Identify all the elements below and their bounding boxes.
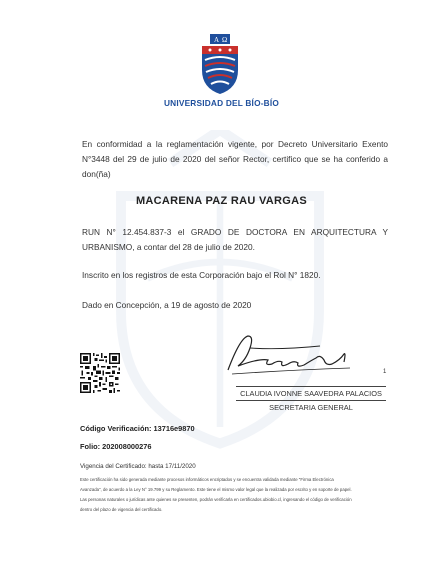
folio-number: Folio: 202008000276 (80, 442, 152, 451)
university-name: UNIVERSIDAD DEL BÍO-BÍO (163, 98, 280, 108)
validity-date: Vigencia del Certificado: hasta 17/11/2020 (80, 463, 196, 470)
university-crest-icon (196, 34, 244, 96)
handwritten-signature (220, 330, 370, 378)
signer-name: CLAUDIA IVONNE SAAVEDRA PALACIOS (240, 389, 382, 398)
certificate-intro: En conformidad a la reglamentación vigente, por Decreto Universitario Exento N°3448 del 29 de julio de 2020 del señor Rector, certifico que se ha conferido a don(ña) (82, 139, 388, 179)
registry-statement: Inscrito en los registros de esta Corporación bajo el Rol N° 1820. (82, 270, 321, 280)
issue-date: Dado en Concepción, a 19 de agosto de 2020 (82, 300, 252, 310)
recipient-name: MACARENA PAZ RAU VARGAS (135, 195, 308, 207)
svg-text:Ω: Ω (222, 36, 228, 44)
verification-code: Código Verificación: 13716e9870 (80, 424, 195, 433)
signature-line (236, 386, 386, 387)
signer-divider (236, 400, 386, 401)
legal-notice-2: Las personas naturales o jurídicas ante quienes se presenten, podrán verificarla en certificados.ubiobio.cl, ingresando el código de verificación dentro del plazo de vigencia del certificado. (80, 497, 352, 512)
signer-role: SECRETARIA GENERAL (269, 403, 353, 412)
svg-text:A: A (214, 36, 220, 44)
qr-code-icon (80, 353, 120, 393)
degree-statement: RUN N° 12.454.837-3 el GRADO DE DOCTORA EN ARQUITECTURA Y URBANISMO, a contar del 28 de julio de 2020. (82, 227, 388, 252)
legal-notice-1: Este certificación ha sido generada mediante procesos informáticos encriptados y se encuentra validada mediante "Firma Electrónica Avanzada", de acuerdo a la Ley N° 19.799 y su Reglamento. Este tiene el mismo valor legal que la realizada por escrito y en soporte de papel. (80, 477, 352, 492)
signature-mark: 1 (383, 369, 387, 375)
